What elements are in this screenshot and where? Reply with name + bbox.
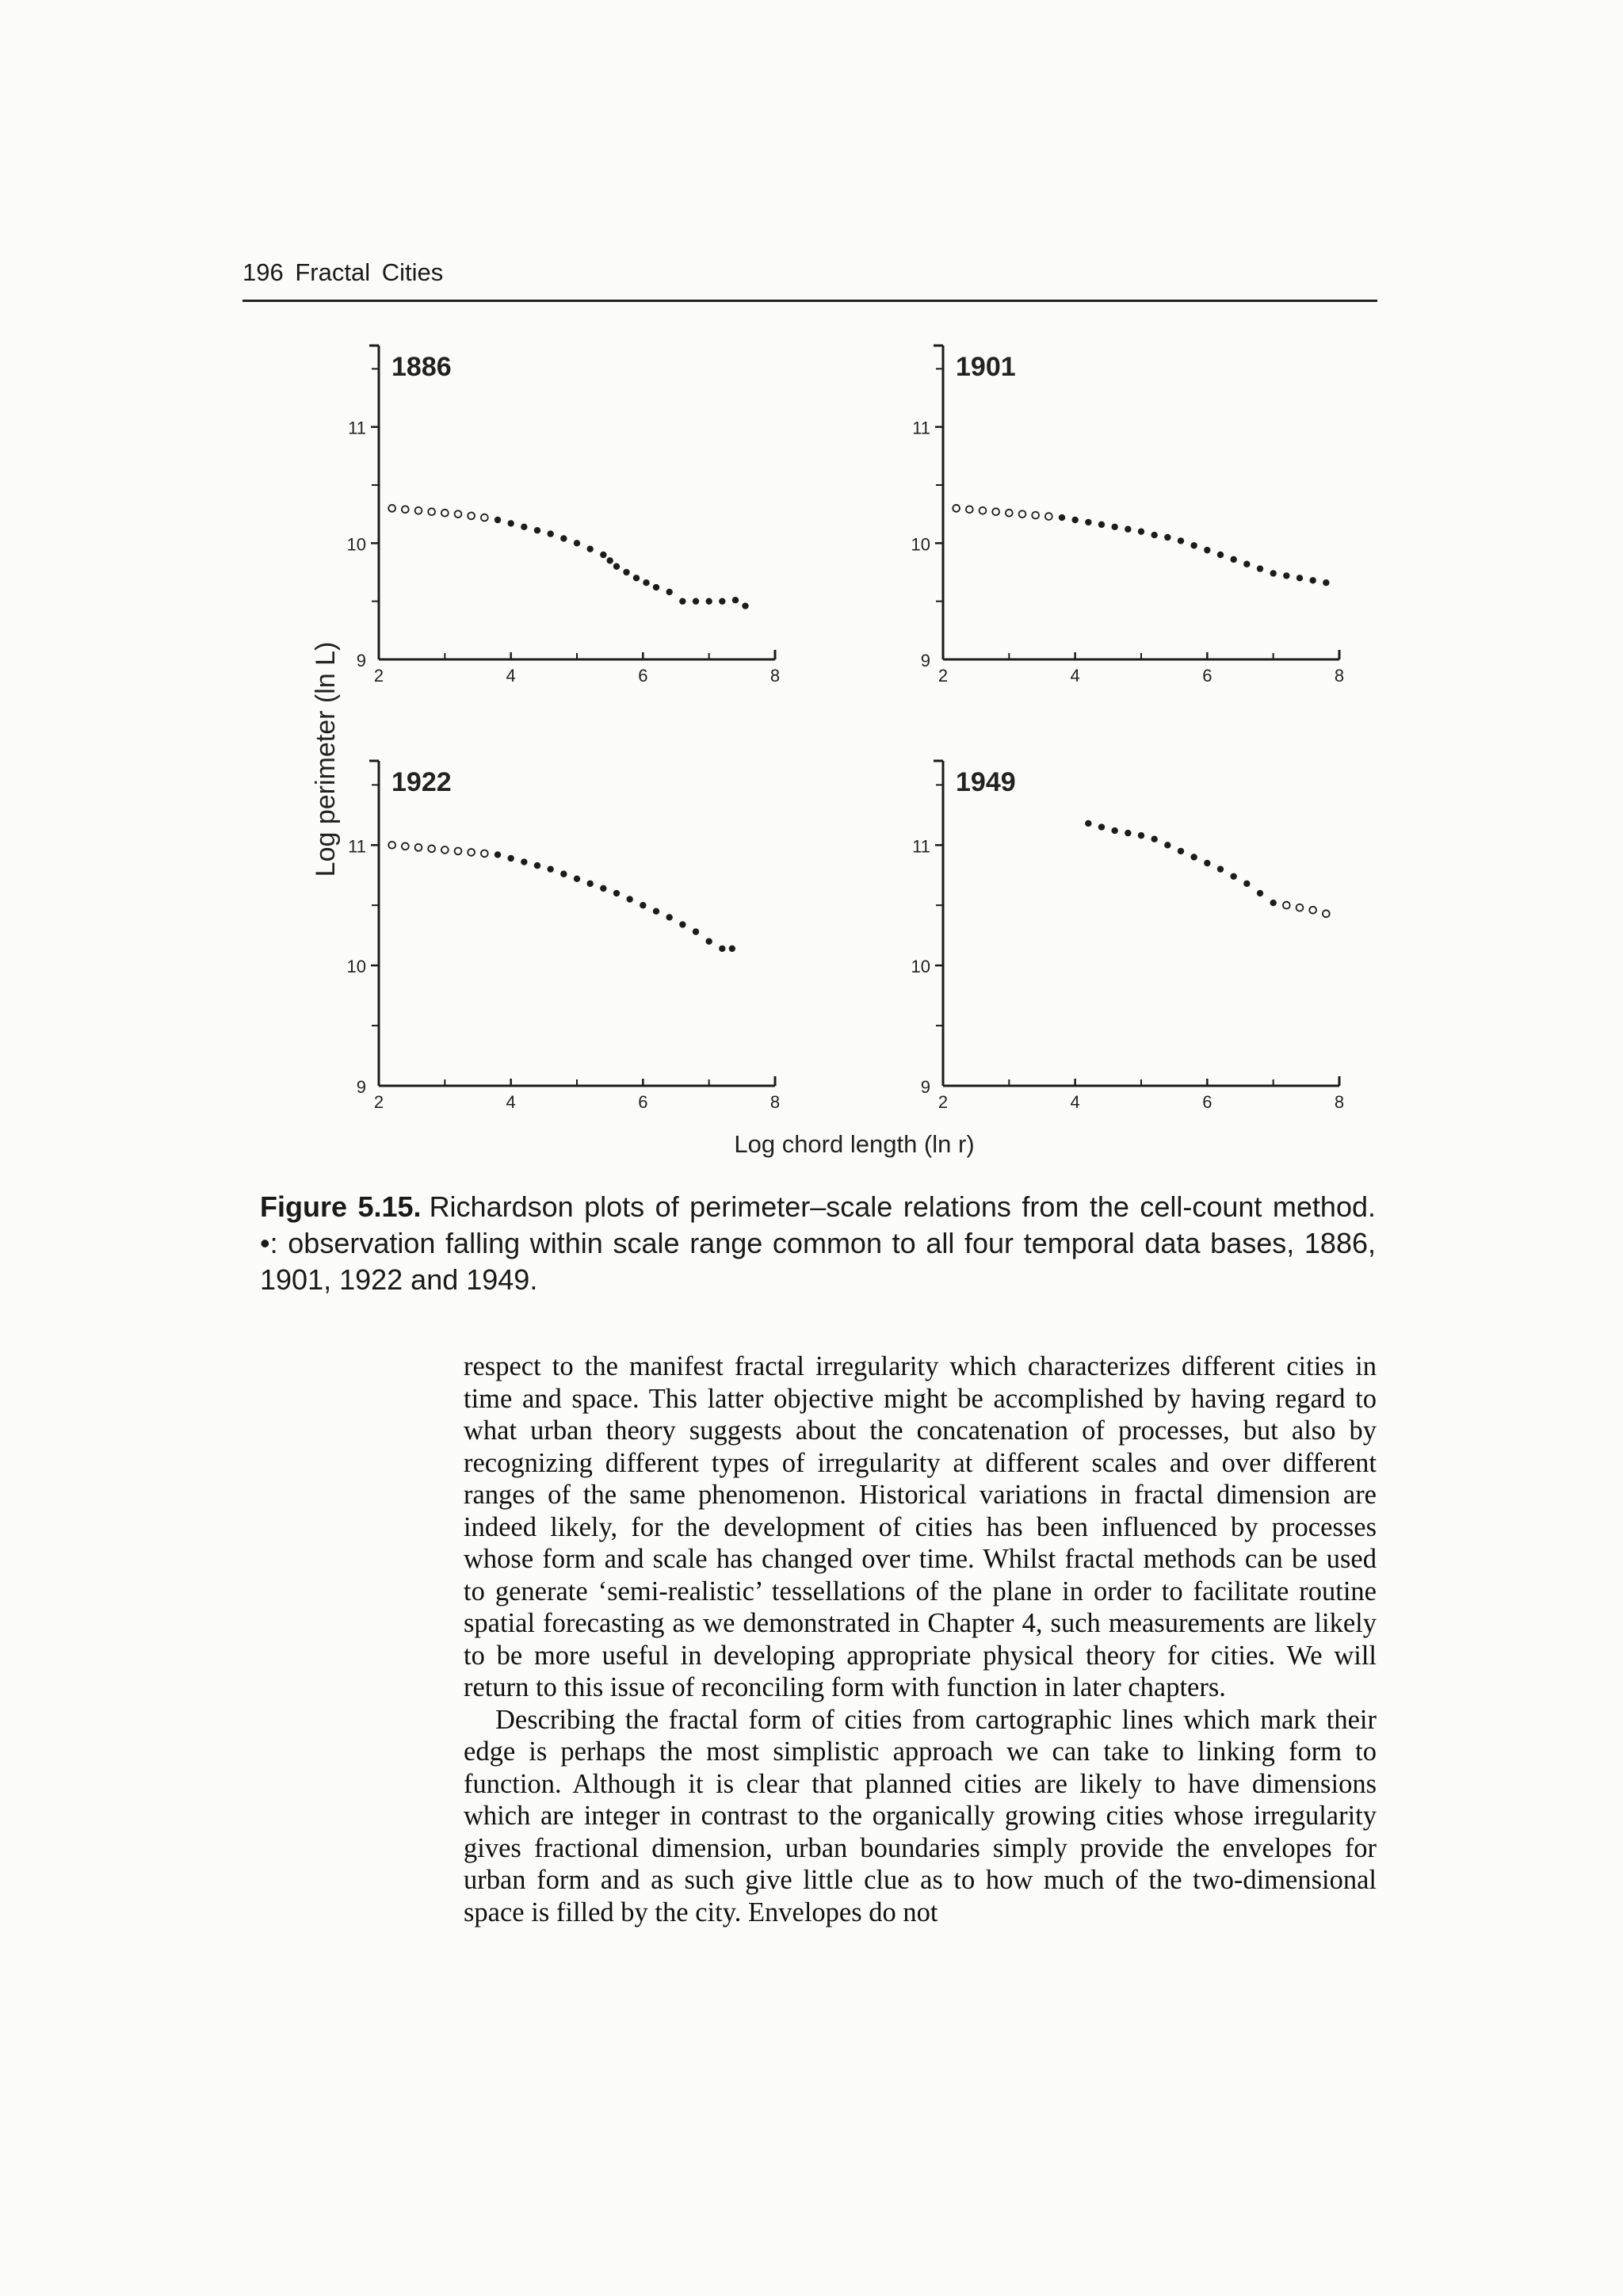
data-point-filled (693, 928, 699, 934)
data-point-filled (1125, 830, 1131, 836)
data-point-filled (1138, 832, 1144, 839)
x-tick-label: 4 (506, 1092, 516, 1112)
chart-panel-1949 (911, 761, 1345, 1112)
data-point-open (481, 514, 488, 521)
data-point-open (1296, 904, 1304, 911)
data-point-filled (613, 563, 620, 569)
running-title: Fractal Cities (295, 258, 444, 286)
data-point-filled (705, 598, 712, 604)
data-point-open (481, 850, 488, 858)
caption-text: Richardson plots of perimeter–scale relations from the cell-count method. •: observation falling within scale range common to all four temporal data bases, 1886, 1901, 1922 and 1949. (260, 1190, 1376, 1296)
data-point-open (953, 505, 960, 512)
y-tick-label: 9 (356, 1077, 366, 1097)
data-point-filled (1243, 881, 1250, 887)
data-point-filled (1164, 534, 1170, 541)
chart-panel-1922 (347, 761, 781, 1112)
y-tick-label: 11 (348, 418, 366, 438)
data-point-filled (666, 914, 672, 920)
data-point-filled (560, 535, 567, 541)
data-point-filled (1164, 842, 1170, 848)
chart-panels (347, 346, 1345, 1112)
data-point-filled (1204, 547, 1210, 553)
data-point-filled (643, 579, 649, 586)
x-tick-label: 2 (938, 666, 949, 686)
x-tick-label: 6 (1202, 1092, 1212, 1112)
data-point-filled (1230, 873, 1236, 880)
data-point-filled (640, 902, 646, 908)
data-point-filled (1111, 524, 1117, 530)
data-point-open (992, 508, 999, 515)
data-point-filled (1257, 890, 1263, 896)
y-tick-label: 10 (911, 534, 930, 555)
x-tick-label: 6 (1202, 666, 1212, 686)
data-point-filled (606, 557, 613, 563)
data-point-filled (507, 520, 514, 526)
x-tick-label: 8 (769, 1092, 781, 1112)
x-tick-label: 8 (1334, 666, 1345, 686)
data-point-open (1283, 902, 1290, 909)
data-point-filled (1151, 836, 1157, 842)
data-point-filled (1178, 848, 1184, 854)
data-point-filled (1111, 827, 1117, 834)
data-point-filled (1190, 854, 1197, 860)
data-point-filled (1059, 514, 1065, 521)
data-point-filled (495, 851, 501, 858)
data-point-filled (719, 598, 725, 604)
data-point-filled (495, 517, 501, 523)
data-point-open (468, 849, 475, 856)
data-point-filled (719, 946, 725, 952)
data-point-open (1323, 910, 1330, 917)
data-point-open (402, 506, 409, 513)
data-point-filled (679, 921, 685, 927)
data-point-filled (1071, 517, 1078, 523)
data-point-filled (521, 524, 527, 530)
data-point-filled (574, 540, 580, 546)
data-point-filled (1270, 570, 1276, 576)
data-point-filled (1085, 519, 1091, 525)
x-tick-label: 4 (1070, 666, 1080, 686)
data-point-filled (600, 552, 606, 558)
data-point-filled (534, 862, 540, 869)
y-tick-label: 9 (920, 651, 930, 670)
chart-panel-1886 (347, 346, 781, 686)
panel-title: 1886 (391, 352, 452, 382)
data-point-open (1019, 510, 1026, 518)
panel-title: 1949 (956, 767, 1016, 797)
x-tick-label: 8 (1334, 1092, 1345, 1112)
data-point-filled (1217, 552, 1224, 558)
data-point-open (428, 508, 435, 515)
data-point-filled (547, 865, 553, 872)
x-axis-label: Log chord length (ln r) (734, 1130, 975, 1158)
x-tick-label: 6 (638, 666, 648, 686)
x-tick-label: 2 (938, 1092, 949, 1112)
data-point-filled (1085, 820, 1091, 827)
data-point-open (415, 507, 422, 514)
data-point-open (966, 506, 973, 513)
data-point-open (428, 845, 435, 852)
data-point-filled (1098, 521, 1105, 528)
y-axis-label: Log perimeter (ln L) (311, 641, 341, 877)
body-paragraph-1: respect to the manifest fractal irregularity which characterizes different cities in time and space. This latter objective might be accomplished by having regard to what urban theory suggests about the concatenation of processes, but also by recognizing different types of irregularity at different scales and over different ranges of the same phenomenon. Historical variations in fractal dimension are indeed likely, for the development of cities has been influenced by processes whose form and scale has changed over time. Whilst fractal methods can be used to generate ‘semi-realistic’ tessellations of the plane in order to facilitate routine spatial forecasting as we demonstrated in Chapter 4, such measurements are likely to be more useful in developing appropriate physical theory for cities. We will return to this issue of reconciling form with function in later chapters. (464, 1351, 1377, 1702)
figure-caption (260, 1189, 1376, 1298)
data-point-filled (633, 575, 640, 581)
data-point-filled (679, 598, 685, 604)
data-point-filled (705, 938, 712, 945)
data-point-open (388, 505, 395, 512)
data-point-filled (1283, 572, 1289, 579)
data-point-open (1045, 513, 1052, 520)
data-point-filled (586, 881, 593, 887)
y-tick-label: 10 (346, 957, 366, 977)
panel-title: 1901 (956, 352, 1016, 382)
y-tick-label: 11 (912, 418, 930, 438)
data-point-open (1309, 907, 1316, 914)
x-tick-label: 4 (1070, 1092, 1080, 1112)
data-point-filled (574, 876, 580, 882)
data-point-open (441, 846, 449, 854)
panel-title: 1922 (391, 767, 452, 797)
data-point-filled (600, 885, 606, 892)
data-point-open (980, 507, 987, 514)
data-point-filled (1243, 561, 1250, 567)
data-point-open (1032, 512, 1039, 519)
data-point-filled (693, 598, 699, 604)
data-point-filled (521, 858, 527, 865)
data-point-open (441, 510, 449, 517)
data-point-filled (534, 527, 540, 533)
data-point-filled (1138, 528, 1144, 534)
data-point-filled (560, 871, 567, 877)
data-point-filled (1270, 900, 1276, 906)
data-point-filled (732, 597, 739, 603)
y-tick-label: 11 (348, 836, 366, 857)
data-point-filled (666, 589, 672, 595)
data-point-filled (653, 908, 659, 915)
data-point-filled (586, 545, 593, 552)
data-point-filled (1323, 579, 1329, 586)
y-tick-label: 10 (911, 957, 930, 977)
data-point-filled (1257, 565, 1263, 571)
chart-panel-1901 (911, 346, 1345, 686)
y-tick-label: 9 (920, 1077, 930, 1097)
data-point-filled (1230, 556, 1236, 563)
data-point-filled (1309, 577, 1316, 583)
caption-label: Figure 5.15. (260, 1190, 422, 1223)
data-point-filled (653, 584, 659, 590)
body-paragraph-2: Describing the fractal form of cities from cartographic lines which mark their edge is perhaps the most simplistic approach we can take to linking form to function. Although it is clear that planned cities are likely to have dimensions which are integer in contrast to the organically growing cities whose irregularity gives fractional dimension, urban boundaries simply provide the envelopes for urban form and as such give little clue as to how much of the two-dimensional space is filled by the city. Envelopes do not (464, 1704, 1377, 1927)
data-point-filled (1125, 526, 1131, 533)
y-tick-label: 10 (346, 534, 366, 555)
data-point-filled (613, 890, 620, 896)
x-tick-label: 2 (373, 1092, 384, 1112)
data-point-filled (729, 946, 735, 952)
y-tick-label: 9 (356, 651, 366, 670)
x-tick-label: 2 (373, 666, 384, 686)
data-point-open (1006, 510, 1013, 517)
data-point-filled (626, 896, 632, 902)
data-point-filled (1204, 860, 1210, 866)
data-point-filled (1098, 823, 1105, 830)
data-point-open (468, 512, 475, 519)
y-tick-label: 11 (912, 836, 930, 857)
data-point-filled (1151, 532, 1157, 538)
x-tick-label: 6 (638, 1092, 648, 1112)
data-point-open (388, 842, 395, 849)
data-point-filled (1296, 575, 1303, 581)
x-tick-label: 8 (769, 666, 781, 686)
data-point-filled (742, 602, 748, 609)
data-point-filled (623, 569, 629, 575)
data-point-open (402, 842, 409, 850)
data-point-filled (507, 855, 514, 861)
data-point-filled (1178, 537, 1184, 544)
data-point-open (455, 847, 462, 854)
data-point-open (415, 844, 422, 851)
data-point-filled (1190, 542, 1197, 548)
data-point-open (455, 510, 462, 518)
page-number: 196 (242, 258, 284, 286)
body-text (464, 1350, 1377, 1928)
data-point-filled (547, 530, 553, 537)
x-tick-label: 4 (506, 666, 516, 686)
data-point-filled (1217, 865, 1224, 872)
